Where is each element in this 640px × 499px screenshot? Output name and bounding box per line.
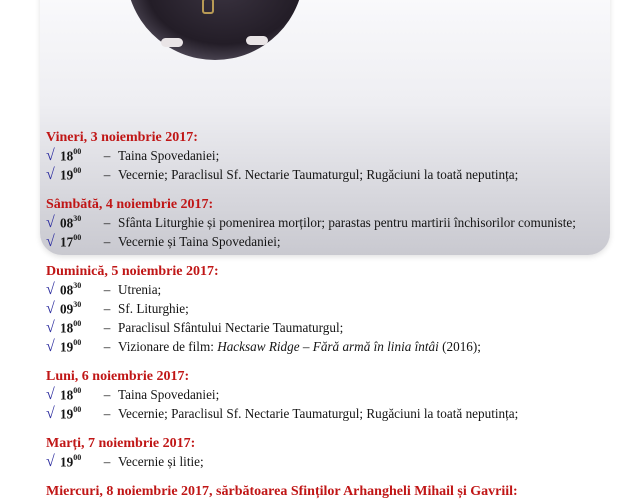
hand-left <box>161 38 183 47</box>
activity-text-post: (2016); <box>438 339 481 355</box>
day-block <box>46 130 636 183</box>
time-minutes: 30 <box>73 280 82 290</box>
dash-separator: – <box>103 387 111 403</box>
activity-text: Utrenia; <box>118 282 162 298</box>
spacer <box>46 422 636 436</box>
time-minutes: 00 <box>73 385 82 395</box>
day-block <box>46 369 636 422</box>
checkmark-icon: √ <box>46 453 55 471</box>
day-title: Marți, 7 noiembrie 2017: <box>46 435 196 451</box>
time-label <box>60 145 96 164</box>
schedule-item <box>46 336 636 355</box>
time-minutes: 00 <box>73 165 82 175</box>
schedule-item <box>46 451 636 470</box>
schedule-item <box>46 164 636 183</box>
checkmark-icon: √ <box>46 147 55 165</box>
pectoral-cross-icon <box>202 0 214 14</box>
time-minutes: 00 <box>73 337 82 347</box>
schedule-item <box>46 279 636 298</box>
spacer <box>46 183 636 197</box>
checkmark-icon: √ <box>46 338 55 356</box>
time-minutes: 30 <box>73 213 82 223</box>
dash-separator: – <box>103 406 111 422</box>
schedule-list <box>46 130 636 499</box>
activity-text: Sfânta Liturghie și pomenirea morților; parastas pentru martirii închisorilor comuniste; <box>118 215 576 231</box>
checkmark-icon: √ <box>46 386 55 404</box>
dash-separator: – <box>103 282 111 298</box>
time-hour: 19 <box>60 167 74 183</box>
time-minutes: 00 <box>73 232 82 242</box>
time-label <box>60 231 96 250</box>
schedule-item <box>46 231 636 250</box>
checkmark-icon: √ <box>46 214 55 232</box>
schedule-item <box>46 145 636 164</box>
spacer <box>46 470 636 484</box>
day-title: Luni, 6 noiembrie 2017: <box>46 368 190 384</box>
hand-right <box>246 36 268 45</box>
activity-text: Vecernie; Paraclisul Sf. Nectarie Taumaturgul; Rugăciuni la toată neputința; <box>118 406 519 422</box>
film-title: Hacksaw Ridge – Fără armă în linia întâi <box>217 339 439 355</box>
schedule-item <box>46 403 636 422</box>
activity-text: Taina Spovedaniei; <box>118 148 220 164</box>
time-label <box>60 298 96 317</box>
time-label <box>60 403 96 422</box>
day-title: Vineri, 3 noiembrie 2017: <box>46 130 198 145</box>
schedule-item <box>46 317 636 336</box>
schedule-item <box>46 384 636 403</box>
dash-separator: – <box>103 301 111 317</box>
dash-separator: – <box>103 234 111 250</box>
time-hour: 17 <box>60 234 74 250</box>
time-minutes: 00 <box>73 404 82 414</box>
time-label <box>60 451 96 470</box>
dash-separator: – <box>103 339 111 355</box>
schedule-item <box>46 298 636 317</box>
day-block <box>46 197 636 250</box>
time-hour: 09 <box>60 301 74 317</box>
time-hour: 19 <box>60 406 74 422</box>
spacer <box>46 250 636 264</box>
dash-separator: – <box>103 167 111 183</box>
dash-separator: – <box>103 215 111 231</box>
checkmark-icon: √ <box>46 281 55 299</box>
portrait-image <box>126 0 304 60</box>
checkmark-icon: √ <box>46 300 55 318</box>
activity-text: Taina Spovedaniei; <box>118 387 220 403</box>
activity-text <box>118 339 481 355</box>
dash-separator: – <box>103 320 111 336</box>
time-hour: 19 <box>60 339 74 355</box>
checkmark-icon: √ <box>46 233 55 251</box>
time-label <box>60 384 96 403</box>
time-label <box>60 317 96 336</box>
time-hour: 18 <box>60 387 74 403</box>
time-label <box>60 212 96 231</box>
checkmark-icon: √ <box>46 166 55 184</box>
time-hour: 18 <box>60 148 74 164</box>
checkmark-icon: √ <box>46 405 55 423</box>
time-hour: 08 <box>60 282 74 298</box>
time-minutes: 00 <box>73 452 82 462</box>
day-title: Miercuri, 8 noiembrie 2017, sărbătoarea Sfinților Arhangheli Mihail și Gavriil: <box>46 483 518 499</box>
activity-text: Sf. Liturghie; <box>118 301 189 317</box>
activity-text: Vecernie și Taina Spovedaniei; <box>118 234 281 250</box>
dash-separator: – <box>103 454 111 470</box>
day-title: Sâmbătă, 4 noiembrie 2017: <box>46 196 214 212</box>
activity-text: Paraclisul Sfântului Nectarie Taumaturgul; <box>118 320 344 336</box>
schedule-item <box>46 212 636 231</box>
day-block <box>46 484 636 499</box>
activity-text: Vecernie; Paraclisul Sf. Nectarie Taumaturgul; Rugăciuni la toată neputința; <box>118 167 519 183</box>
dash-separator: – <box>103 148 111 164</box>
time-label <box>60 164 96 183</box>
time-label <box>60 279 96 298</box>
activity-text: Vecernie și litie; <box>118 454 204 470</box>
time-hour: 19 <box>60 454 74 470</box>
spacer <box>46 355 636 369</box>
time-hour: 08 <box>60 215 74 231</box>
time-minutes: 00 <box>73 318 82 328</box>
day-block <box>46 264 636 355</box>
activity-text-pre: Vizionare de film: <box>118 339 218 355</box>
time-hour: 18 <box>60 320 74 336</box>
time-label <box>60 336 96 355</box>
time-minutes: 00 <box>73 147 82 156</box>
time-minutes: 30 <box>73 299 82 309</box>
checkmark-icon: √ <box>46 319 55 337</box>
day-title: Duminică, 5 noiembrie 2017: <box>46 263 219 279</box>
day-block <box>46 436 636 470</box>
